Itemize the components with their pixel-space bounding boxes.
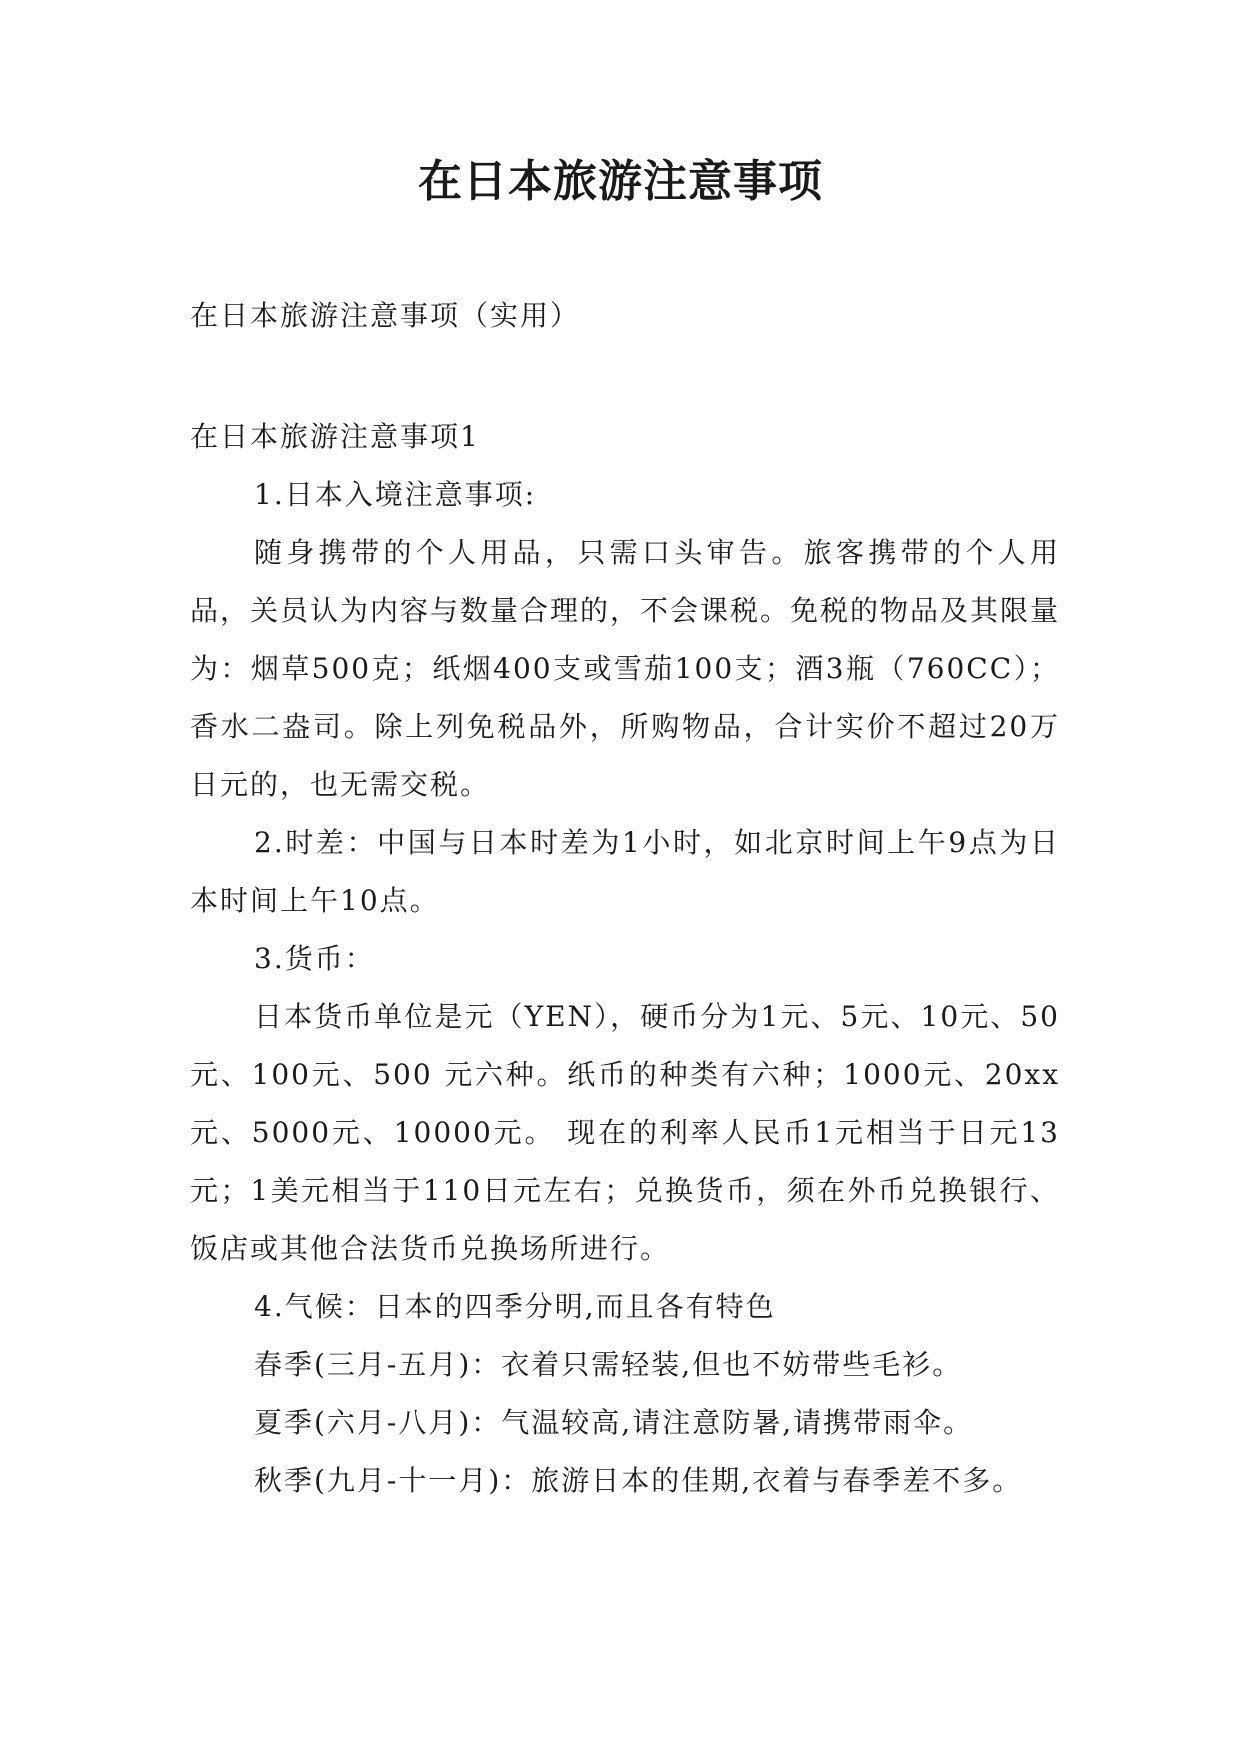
document-title: 在日本旅游注意事项 <box>418 156 823 207</box>
paragraph-climate-heading: 4.气候：日本的四季分明,而且各有特色 <box>254 1290 776 1323</box>
document-body <box>190 408 1060 1510</box>
paragraph-autumn: 秋季(九月-十一月)：旅游日本的佳期,衣着与春季差不多。 <box>254 1464 1023 1497</box>
paragraph-entry-notice-heading: 1.日本入境注意事项: <box>254 478 537 511</box>
paragraph-entry-notice-body: 随身携带的个人用品，只需口头审告。旅客携带的个人用品，关员认为内容与数量合理的，不会课税。免税的物品及其限量为：烟草500克；纸烟400支或雪茄100支；酒3瓶（760CC）；香水二盎司。除上列免税品外，所购物品，合计实价不超过20万日元的，也无需交税。 <box>190 536 1061 801</box>
document-subtitle: 在日本旅游注意事项（实用） <box>190 299 581 332</box>
section-heading: 在日本旅游注意事项1 <box>190 420 480 453</box>
paragraph-currency-heading: 3.货币： <box>254 942 375 975</box>
paragraph-summer: 夏季(六月-八月)：气温较高,请注意防暑,请携带雨伞。 <box>254 1406 974 1439</box>
paragraph-currency-body: 日本货币单位是元（YEN），硬币分为1元、5元、10元、50元、100元、500 元六种。纸币的种类有六种；1000元、20xx元、5000元、10000元。 现在的利率人民币1元相当于日元13元；1美元相当于110日元左右；兑换货币，须在外币兑换银行、饭店或其他合法货币兑换场所进行。 <box>190 1000 1060 1265</box>
paragraph-time-difference: 2.时差：中国与日本时差为1小时，如北京时间上午9点为日本时间上午10点。 <box>190 826 1060 917</box>
paragraph-spring: 春季(三月-五月)：衣着只需轻装,但也不妨带些毛衫。 <box>254 1348 963 1381</box>
